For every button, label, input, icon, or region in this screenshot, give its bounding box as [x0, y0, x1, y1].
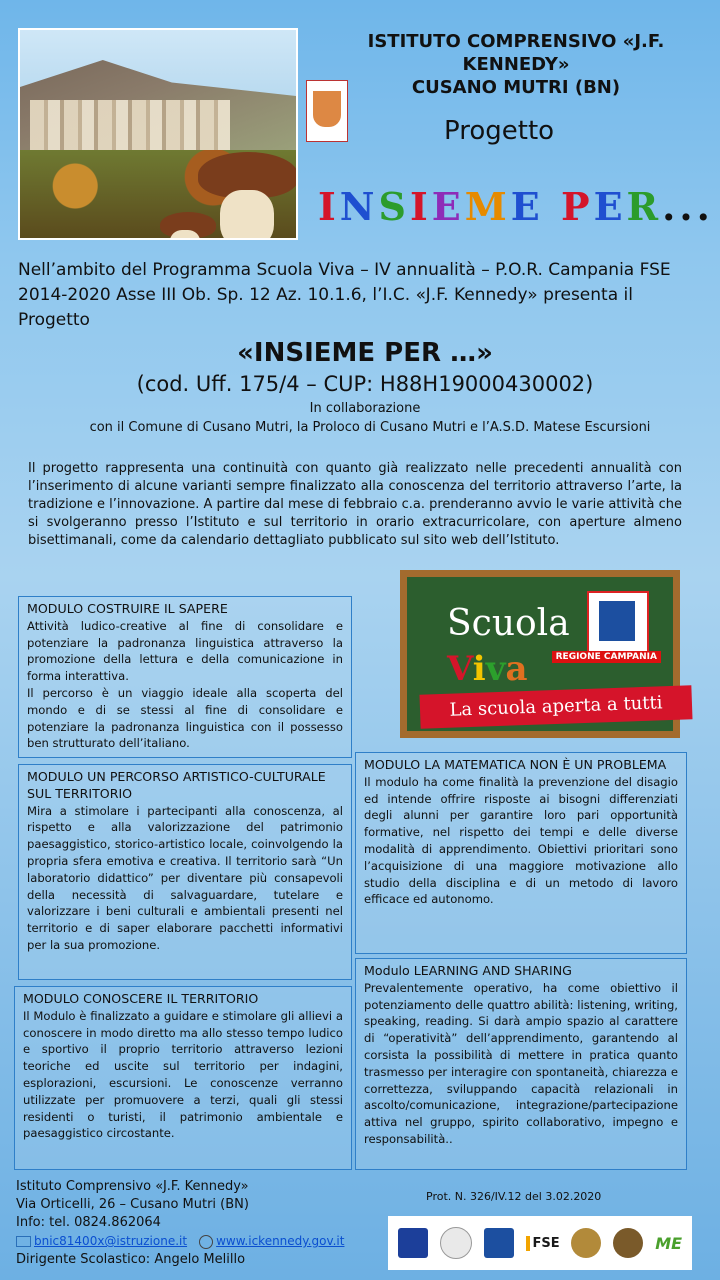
board-word-viva — [447, 649, 528, 689]
module-box-costruire — [18, 596, 352, 758]
footer-contacts — [16, 1178, 344, 1269]
module-body: Prevalentemente operativo, ha come obiettivo il potenziamento delle quattro abilità: listening, writing, speaking, reading. Si darà ampio spazio al carattere di “operatività” dell’apprendimento, garantendo al corsista la possibilità di mettere in pratica quanto trasmesso per interagire con spontaneità, chiarezza e correttezza, sviluppando capacità relazionali in ascolto/comunicazione, integrazione/partecipazione attiva nel gruppo, spirito collaborativo, impegno e responsabilità.. — [364, 980, 678, 1146]
viva-letter: a — [505, 649, 528, 689]
module-title: MODULO LA MATEMATICA NON È UN PROBLEMA — [364, 757, 667, 772]
eu-flag-icon — [398, 1228, 428, 1258]
main-project-title: «INSIEME PER …» — [237, 338, 493, 368]
board-slogan-ribbon: La scuola aperta a tutti — [419, 685, 692, 728]
art-title-letter: R — [626, 184, 663, 229]
art-title-letter: . — [679, 184, 697, 229]
art-title-letter: S — [378, 184, 410, 229]
board-word-scuola: Scuola — [447, 603, 570, 644]
progetto-label: Progetto — [444, 116, 555, 146]
mushroom-stem-large — [220, 190, 274, 240]
village-photo — [18, 28, 298, 240]
art-title-letter — [544, 184, 561, 229]
module-title: Modulo LEARNING AND SHARING — [364, 963, 572, 978]
email-icon — [16, 1236, 31, 1247]
proloco-crest-icon — [613, 1228, 643, 1258]
module-box-learning — [355, 958, 687, 1170]
school-title — [312, 30, 720, 99]
partner-logos-strip — [388, 1216, 692, 1270]
module-body: Il Modulo è finalizzato a guidare e stimolare gli allievi a conoscere in modo diretto ma allo stesso tempo ludico e sportivo il proprio territorio attraverso lezioni teoriche ed uscite sul territorio per indagini, esplorazioni, escursioni. Le conoscenze verranno utilizzate per promuovere a terzi, quali gli stessi residenti o turisti, il patrimonio ambientale e paesaggistico circostante. — [23, 1008, 343, 1141]
art-title-letter: E — [593, 184, 627, 229]
fse-logo: FSE — [526, 1236, 560, 1251]
footer-phone: Info: tel. 0824.862064 — [16, 1215, 161, 1230]
art-title-letter: E — [510, 184, 544, 229]
module-title: MODULO COSTRUIRE IL SAPERE — [27, 601, 228, 616]
art-title-letter: I — [409, 184, 432, 229]
region-flag-icon — [587, 591, 649, 653]
module-box-territorio — [14, 986, 352, 1170]
footer-address: Via Orticelli, 26 – Cusano Mutri (BN) — [16, 1197, 249, 1212]
intro-text: Nell’ambito del Programma Scuola Viva – IV annualità – P.O.R. Campania FSE 2014-2020 Asse III Ob. Sp. 12 Az. 10.1.6, l’I.C. «J.F. Kennedy» presenta il Progetto — [18, 260, 671, 330]
module-box-percorso — [18, 764, 352, 980]
module-body: Mira a stimolare i partecipanti alla conoscenza, al rispetto e alla valorizzazione del patrimonio paesaggistico, storico-artistico locale, coinvolgendo la propria sfera emotiva e creativa. Il territorio sarà “Un laboratorio didattico” per diventare più consapevoli della necessità di salvaguardare, tutelare e valorizzare i beni culturali e ambientali presenti nel territorio e di saper elaborare pacchetti informativi per la sua promozione. — [27, 803, 343, 952]
module-body: Attività ludico-creative al fine di consolidare e potenziare la padronanza linguistica attraverso la promozione della lettura e della comunicazione in forma interattiva. — [27, 618, 343, 684]
art-title-letter: N — [339, 184, 379, 229]
art-title-letter: P — [561, 184, 594, 229]
website-link[interactable]: www.ickennedy.gov.it — [216, 1234, 345, 1248]
art-title-letter: M — [464, 184, 511, 229]
module-body: Il modulo ha come finalità la prevenzione del disagio ed intende offrire risposte ai bisogni differenziati degli alunni per garantire loro pari opportunità formative, nel rispetto dei tempi e delle diverse modalità di apprendimento. Obiettivi prioritari sono l’acquisizione di una maggiore motivazione allo studio della disciplina e di un metodo di lavoro efficace ed autonomo. — [364, 774, 678, 907]
module-box-matematica — [355, 752, 687, 954]
matese-escursioni-logo: ME — [655, 1233, 683, 1253]
footer-principal: Dirigente Scolastico: Angelo Melillo — [16, 1252, 246, 1267]
protocol-number: Prot. N. 326/IV.12 del 3.02.2020 — [426, 1190, 602, 1203]
email-link[interactable]: bnic81400x@istruzione.it — [34, 1234, 188, 1248]
module-title: MODULO UN PERCORSO ARTISTICO-CULTURALE SUL TERRITORIO — [27, 769, 326, 801]
module-title: MODULO CONOSCERE IL TERRITORIO — [23, 991, 259, 1006]
globe-icon — [199, 1235, 213, 1249]
mushroom-stem-small — [170, 230, 200, 240]
art-title-letter: I — [318, 184, 340, 229]
module-body-2: Il percorso è un viaggio ideale alla scoperta del mondo e di se stessi al fine di consolidare e potenziare la padronanza linguistica con il possesso ben strutturato dell’italiano. — [27, 685, 343, 751]
school-title-line1: ISTITUTO COMPRENSIVO «J.F. KENNEDY» — [367, 31, 665, 75]
viva-letter: v — [485, 649, 506, 689]
footer-links — [16, 1232, 344, 1251]
project-description: Il progetto rappresenta una continuità con quanto già realizzato nelle precedenti annualità con l’inserimento di alcune varianti sempre finalizzato alla conoscenza del territorio attraverso l’arte, la tradizione e l’innovazione. A partire dal mese di febbraio c.a. prenderanno avvio le varie attività che si svolgeranno presso l’Istituto e sul territorio in orario extracurricolare, con aperture almeno bisettimanali, come da calendario dettagliato pubblicato sul sito web dell’Istituto. — [28, 461, 682, 548]
collab-heading: In collaborazione — [309, 401, 421, 416]
project-code: (cod. Uff. 175/4 – CUP: H88H19000430002) — [136, 372, 594, 396]
footer-school-name: Istituto Comprensivo «J.F. Kennedy» — [16, 1179, 249, 1194]
art-title-letter: . — [662, 184, 680, 229]
viva-letter: i — [472, 649, 486, 689]
art-title-letter: . — [696, 184, 714, 229]
school-title-line2: CUSANO MUTRI (BN) — [411, 77, 621, 98]
regione-campania-logo-icon — [484, 1228, 514, 1258]
board-region-label: REGIONE CAMPANIA — [552, 651, 661, 663]
art-title-letter: E — [431, 184, 465, 229]
project-art-title — [318, 184, 714, 229]
comune-crest-icon — [571, 1228, 601, 1258]
collab-partners: con il Comune di Cusano Mutri, la Proloco di Cusano Mutri e l’A.S.D. Matese Escursioni — [89, 420, 651, 435]
viva-letter: V — [447, 649, 473, 689]
italian-republic-emblem-icon — [440, 1227, 472, 1259]
